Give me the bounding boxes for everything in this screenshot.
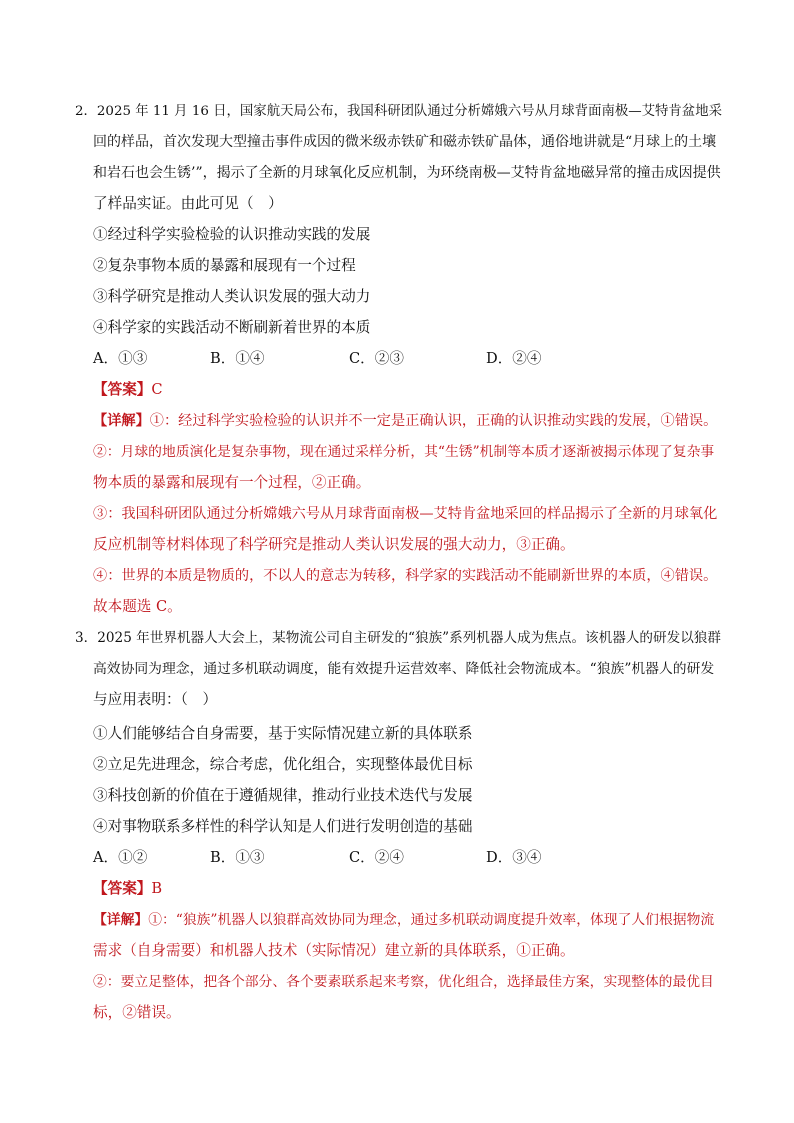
q3-option-a: A．①② xyxy=(93,849,148,866)
q2-stem-line-4: 了样品实证。由此可见（ ） xyxy=(93,195,283,212)
q2-statement-4: ④科学家的实践活动不断刷新着世界的本质 xyxy=(93,319,371,336)
q2-stem-line-3: 和岩石也会生锈’”，揭示了全新的月球氧化反应机制，为环绕南极—艾特肯盆地磁异常的撞击成因提供 xyxy=(93,165,721,181)
explain-label: 【详解】 xyxy=(93,912,149,928)
answer-value: C xyxy=(151,381,163,398)
q3-explain-line-3: ②：要立足整体，把各个部分、各个要素联系起来考察，优化组合，选择最佳方案，实现整体的最优目 xyxy=(93,974,714,990)
q2-stem-line-2: 回的样品，首次发现大型撞击事件成因的微米级赤铁矿和磁赤铁矿晶体，通俗地讲就是“月球上的土壤 xyxy=(93,134,717,150)
q3-statement-4: ④对事物联系多样性的科学认知是人们进行发明创造的基础 xyxy=(93,818,473,835)
q2-option-d: D．②④ xyxy=(486,350,542,367)
q2-explain-line-7: 故本题选 C。 xyxy=(93,598,182,615)
q3-answer xyxy=(93,879,162,899)
q2-explain-line-1 xyxy=(93,411,717,431)
q2-answer xyxy=(93,380,163,400)
q2-statement-2: ②复杂事物本质的暴露和展现有一个过程 xyxy=(93,257,356,274)
q3-explain-line-4: 标，②错误。 xyxy=(93,1004,181,1021)
q2-option-c: C．②③ xyxy=(349,350,404,367)
q3-option-d: D．③④ xyxy=(486,849,542,866)
q2-option-a: A．①③ xyxy=(93,350,148,367)
q3-option-c: C．②④ xyxy=(349,849,404,866)
q3-stem-line-3: 与应用表明：（ ） xyxy=(93,691,218,708)
explain-text: ①：经过科学实验检验的认识并不一定是正确认识，正确的认识推动实践的发展，①错误。 xyxy=(149,413,718,429)
q3-statement-1: ①人们能够结合自身需要，基于实际情况建立新的具体联系 xyxy=(93,725,473,742)
q3-option-b: B．①③ xyxy=(210,849,265,866)
answer-label: 【答案】 xyxy=(93,880,152,897)
q3-explain-line-2: 需求（自身需要）和机器人技术（实际情况）建立新的具体联系，①正确。 xyxy=(93,942,575,959)
q2-explain-line-3: 物本质的暴露和展现有一个过程，②正确。 xyxy=(93,474,371,491)
explain-label: 【详解】 xyxy=(93,413,150,429)
q3-explain-line-1 xyxy=(93,910,714,930)
q3-statement-3: ③科技创新的价值在于遵循规律，推动行业技术迭代与发展 xyxy=(93,787,473,804)
q3-statement-2: ②立足先进理念，综合考虑，优化组合，实现整体最优目标 xyxy=(93,756,473,773)
q2-explain-line-4: ③：我国科研团队通过分析嫦娥六号从月球背面南极—艾特肯盆地采回的样品揭示了全新的月球氧化 xyxy=(93,506,718,522)
q3-stem-line-1: 3．2025 年世界机器人大会上，某物流公司自主研发的“狼族”系列机器人成为焦点。该机器人的研发以狼群 xyxy=(75,630,721,646)
explain-text: ①：“狼族”机器人以狼群高效协同为理念，通过多机联动调度提升效率，体现了人们根据物流 xyxy=(148,912,715,928)
q2-statement-3: ③科学研究是推动人类认识发展的强大动力 xyxy=(93,288,371,305)
q2-explain-line-5: 反应机制等材料体现了科学研究是推动人类认识发展的强大动力，③正确。 xyxy=(93,536,575,553)
q2-statement-1: ①经过科学实验检验的认识推动实践的发展 xyxy=(93,226,371,243)
answer-label: 【答案】 xyxy=(93,381,152,398)
q2-explain-line-6: ④：世界的本质是物质的，不以人的意志为转移，科学家的实践活动不能刷新世界的本质，④错误。 xyxy=(93,568,718,584)
q2-option-b: B．①④ xyxy=(210,350,265,367)
answer-value: B xyxy=(151,880,163,897)
q2-explain-line-2: ②：月球的地质演化是复杂事物，现在通过采样分析，其“生锈”机制等本质才逐渐被揭示体现了复杂事 xyxy=(93,444,715,460)
q3-stem-line-2: 高效协同为理念，通过多机联动调度，能有效提升运营效率、降低社会物流成本。“狼族”机器人的研发 xyxy=(93,661,715,677)
q2-stem-line-1: 2．2025 年 11 月 16 日，国家航天局公布，我国科研团队通过分析嫦娥六号从月球背面南极—艾特肯盆地采 xyxy=(75,104,722,119)
